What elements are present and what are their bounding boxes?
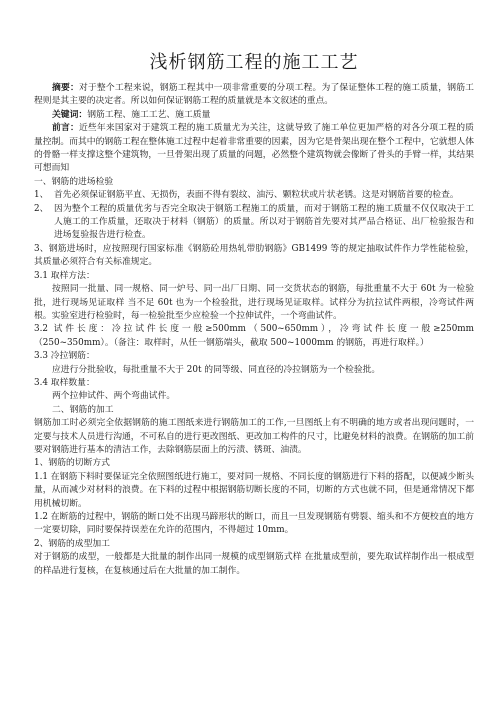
list-item-text: 首先必须保证钢筋平直、无损伤，表面不得有裂纹、油污、颗粒状或片状老锈。这是对钢筋首要的检查。: [54, 190, 459, 201]
keywords-text: 钢筋工程、施工工艺、施工质量: [87, 109, 211, 120]
abstract-label: 摘要：: [52, 83, 79, 93]
cutting-method-1-1: 1.1 在钢筋下料时要保证完全依照图纸进行施工，要对同一规格、不同长度的钢筋进行下料的搭配，以便减少断头量，从而减少对材料的浪费。在下料的过程中根据钢筋切断长度的不同，切断的方式也就不同，但是通常情况下都用机械切断。: [34, 471, 474, 509]
sample-count-heading: 3.4 取样数量：: [34, 377, 95, 388]
forming-text: 对于钢筋的成型，一般都是大批量的制作出同一规模的成型钢筋式样 在批量成型前，要先取试样制作出一根成型的样品进行复核，在复核通过后在大批量的加工制作。: [34, 552, 474, 576]
cutting-method-heading: 1、钢筋的切断方式: [34, 458, 110, 469]
section-2-heading: 二、钢筋的加工: [52, 404, 114, 415]
preface-paragraph: [34, 122, 474, 176]
cutting-method-1-2: 1.2 在断筋的过程中，钢筋的断口处不出现马蹄形状的断口，而且一旦发现钢筋有劈裂、缩头和不方便校直的地方一定要切除，同时要保持误差在允许的范围内，不得超过 10mm。: [34, 512, 474, 536]
specimen-length-text: 3.2 试件长度：冷拉试件长度一般≥500mm（500~650mm），冷弯试件长度一般≥250mm（250~350mm）。（备注：取样时，从任一钢筋端头，截取 500~1000mm 的钢筋，再进行取样。）: [34, 324, 474, 348]
doc-title: 浅析钢筋工程的施工工艺: [149, 52, 359, 73]
forming-heading: 2、钢筋的成型加工: [34, 538, 110, 549]
list-item-text: 因为整个工程的质量优劣与否完全取决于钢筋工程施工的质量，而对于钢筋工程的施工质量不仅仅取决于工人施工的工作质量，还取决于材料（钢筋）的质量。所以对于钢筋首先要对其严品合格证、出厂检验报告和进场复验报告进行检查。: [54, 203, 474, 241]
cold-drawn-heading: 3.3 冷拉钢筋：: [34, 351, 95, 362]
sample-count-text: 两个拉伸试件、两个弯曲试件。: [52, 391, 176, 402]
abstract-paragraph: [34, 82, 474, 109]
section-1-heading: 一、钢筋的进场检验: [34, 176, 114, 187]
list-item-number: 2、: [34, 203, 49, 214]
sampling-method-text: 按照同一批量、同一规格、同一炉号、同一出厂日期、同一交货状态的钢筋，每批重量不大于 60t 为一检验批，进行现场见证取样 当不足 60t 也为一个检验批，进行现场见证取样。试样分为抗拉试件两根，冷弯试件两根。实验室进行检验时，每一检验批至少应检验一个拉伸试件，一个弯曲试件。: [34, 284, 474, 321]
abstract-text: 对于整个工程来说，钢筋工程其中一项非常重要的分项工程。为了保证整体工程的施工质量，钢筋工程则是其主要的决定者。所以如何保证钢筋工程的质量就是本文叙述的重点。: [34, 83, 474, 107]
list-item: [34, 203, 474, 243]
list-item: [34, 189, 474, 202]
section-1-point-3: 3、钢筋进场时，应按照现行国家标准《钢筋砼用热轧带肋钢筋》GB1499 等的规定抽取试件作力学性能检验，其质量必须符合有关标准规定。: [34, 243, 474, 268]
section-2-intro: 钢筋加工时必须完全依据钢筋的施工图纸来进行钢筋加工的工作,一旦图纸上有不明确的地方或者出现问题时，一定要与技术人员进行沟通，不可私自的进行更改图纸、更改加工构件的尺寸，比避免材料的浪费。在钢筋的加工前要对钢筋进行基本的清洁工作，去除钢筋层面上的污渍、锈斑、油渍。: [34, 418, 474, 455]
sampling-method-heading: 3.1 取样方法：: [34, 270, 95, 281]
cold-drawn-text: 应进行分批验收，每批重量不大于 20t 的同等级、同直径的冷拉钢筋为一个检验批。: [52, 364, 381, 375]
preface-label: 前言：: [52, 123, 79, 134]
preface-text: 近些年来国家对于建筑工程的施工质量尤为关注，这就导致了施工单位更加严格的对各分项工程的质量控制。而其中的钢筋工程在整体施工过程中起着非常重要的因素，因为它是骨架出现在整个工程中，它就想人体的骨骼一样支撑这整个建筑物，一旦骨架出现了质量的问题，必然整个建筑物就会像断了骨头的手臂一样，其结果可想而知: [34, 123, 474, 174]
list-item-number: 1、: [34, 190, 49, 201]
keywords-paragraph: [34, 109, 474, 122]
keywords-label: 关键词：: [52, 109, 88, 120]
